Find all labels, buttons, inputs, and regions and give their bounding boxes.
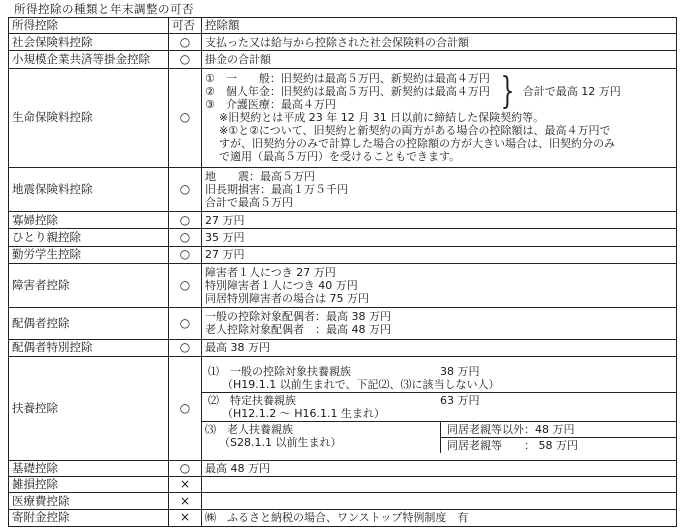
availability-mark: ○ <box>169 263 202 308</box>
row-amount: 27 万円 <box>202 246 677 263</box>
row-amount <box>202 68 677 167</box>
earthquake-line: 合計で最高５万円 <box>205 195 293 209</box>
row-life-insurance <box>9 68 677 167</box>
row-dependents <box>9 356 677 460</box>
row-amount: 35 万円 <box>202 229 677 246</box>
availability-mark: ○ <box>169 167 202 212</box>
row-name: 配偶者控除 <box>9 308 169 339</box>
row-name: 配偶者特別控除 <box>9 339 169 356</box>
row-name: ひとり親控除 <box>9 229 169 246</box>
row-basic <box>9 461 677 477</box>
dependent-general-note: （H19.1.1 以前生まれで、下記⑵、⑶に該当しない人） <box>222 377 500 391</box>
header-availability: 可否 <box>169 18 202 34</box>
row-amount: 支払った又は給与から控除された社会保険料の合計額 <box>202 34 677 51</box>
row-earthquake <box>9 167 677 212</box>
brace-symbol: } <box>500 70 515 112</box>
life-note-2: ※①と②について、旧契約と新契約の両方がある場合の控除額は、最高４万円で <box>219 124 611 138</box>
availability-mark: ○ <box>169 68 202 167</box>
row-amount <box>202 167 677 212</box>
life-item-general: ① 一 般：旧契約は最高５万円、新契約は最高４万円 <box>205 72 490 86</box>
life-note-4: で適用（最高５万円）を受けることもできます。 <box>219 150 461 164</box>
availability-mark: × <box>169 509 202 526</box>
row-name: 扶養控除 <box>9 356 169 460</box>
availability-mark: ○ <box>169 246 202 263</box>
row-working-student <box>9 246 677 263</box>
dependent-specific-amount: 63 万円 <box>440 393 480 407</box>
row-amount: 27 万円 <box>202 212 677 229</box>
spouse-line: 一般の控除対象配偶者：最高 38 万円 <box>205 310 391 324</box>
row-name: 地震保険料控除 <box>9 167 169 212</box>
row-donation <box>9 509 677 526</box>
row-amount <box>202 477 677 493</box>
availability-mark: ○ <box>169 339 202 356</box>
header-amount: 控除額 <box>202 18 677 34</box>
life-note-1: ※旧契約とは平成 23 年 12 月 31 日以前に締結した保険契約等。 <box>219 111 545 125</box>
row-name: 社会保険料控除 <box>9 34 169 51</box>
row-name: 小規模企業共済等掛金控除 <box>9 51 169 68</box>
row-amount: ㈱ ふるさと納税の場合、ワンストップ特例制度 有 <box>202 509 677 526</box>
row-name: 医療費控除 <box>9 493 169 509</box>
earthquake-line: 旧長期損害：最高１万５千円 <box>205 182 348 196</box>
row-name: 基礎控除 <box>9 461 169 477</box>
life-item-medical: ③ 介護医療：最高４万円 <box>205 98 336 112</box>
row-single-parent <box>9 229 677 246</box>
row-amount: 最高 38 万円 <box>202 339 677 356</box>
row-amount <box>202 308 677 339</box>
row-spouse <box>9 308 677 339</box>
dependent-general-label: ⑴ 一般の控除対象扶養親族 <box>208 364 351 378</box>
header-row <box>9 18 677 34</box>
dependent-specific <box>205 393 673 421</box>
disability-line: 障害者１人につき 27 万円 <box>205 266 336 280</box>
row-casualty <box>9 477 677 493</box>
dependent-specific-note: （H12.1.2 ～ H16.1.1 生まれ） <box>222 406 386 420</box>
row-name: 障害者控除 <box>9 263 169 308</box>
availability-mark: × <box>169 477 202 493</box>
availability-mark: ○ <box>169 51 202 68</box>
availability-mark: ○ <box>169 461 202 477</box>
life-note-3: すが、旧契約分のみで計算した場合の控除額の方が大きい場合は、旧契約分のみ <box>219 137 615 151</box>
row-amount: 最高 48 万円 <box>202 461 677 477</box>
disability-line: 特別障害者１人につき 40 万円 <box>205 279 358 293</box>
dependent-general-amount: 38 万円 <box>440 364 480 378</box>
dependent-elderly-other: 同居老親等以外：48 万円 <box>447 422 575 436</box>
life-total-note: 合計で最高 12 万円 <box>522 85 621 99</box>
header-deduction: 所得控除 <box>9 18 169 34</box>
dependent-elderly-label: ⑶ 老人扶養親族 <box>205 422 293 436</box>
row-name: 寡婦控除 <box>9 212 169 229</box>
availability-mark: ○ <box>169 308 202 339</box>
dependent-elderly-cohabit: 同居老親等 ： 58 万円 <box>441 437 676 453</box>
dependent-general <box>205 364 673 392</box>
deduction-table <box>8 17 677 527</box>
disability-line: 同居特別障害者の場合は 75 万円 <box>205 292 369 306</box>
row-name: 雑損控除 <box>9 477 169 493</box>
availability-mark: ○ <box>169 229 202 246</box>
row-amount <box>202 356 677 460</box>
earthquake-line: 地 震：最高５万円 <box>205 169 315 183</box>
dependent-elderly-note: （S28.1.1 以前生まれ） <box>219 435 342 449</box>
row-social-insurance <box>9 34 677 51</box>
spouse-line: 老人控除対象配偶者 ：最高 48 万円 <box>205 323 391 337</box>
row-name: 勤労学生控除 <box>9 246 169 263</box>
row-name: 寄附金控除 <box>9 509 169 526</box>
life-insurance-limits <box>205 72 673 111</box>
row-amount <box>202 263 677 308</box>
row-amount <box>202 493 677 509</box>
availability-mark: ○ <box>169 212 202 229</box>
life-item-pension: ② 個人年金：旧契約は最高５万円、新契約は最高４万円 <box>205 85 490 99</box>
availability-mark: ○ <box>169 34 202 51</box>
row-widow <box>9 212 677 229</box>
row-spouse-special <box>9 339 677 356</box>
row-amount: 掛金の合計額 <box>202 51 677 68</box>
availability-mark: ○ <box>169 356 202 460</box>
row-medical <box>9 493 677 509</box>
availability-mark: × <box>169 493 202 509</box>
document-title: 所得控除の種類と年末調整の可否 <box>14 2 194 16</box>
row-disability <box>9 263 677 308</box>
dependent-specific-label: ⑵ 特定扶養親族 <box>208 393 296 407</box>
row-small-business <box>9 51 677 68</box>
row-name: 生命保険料控除 <box>9 68 169 167</box>
dependent-elderly <box>202 422 676 453</box>
